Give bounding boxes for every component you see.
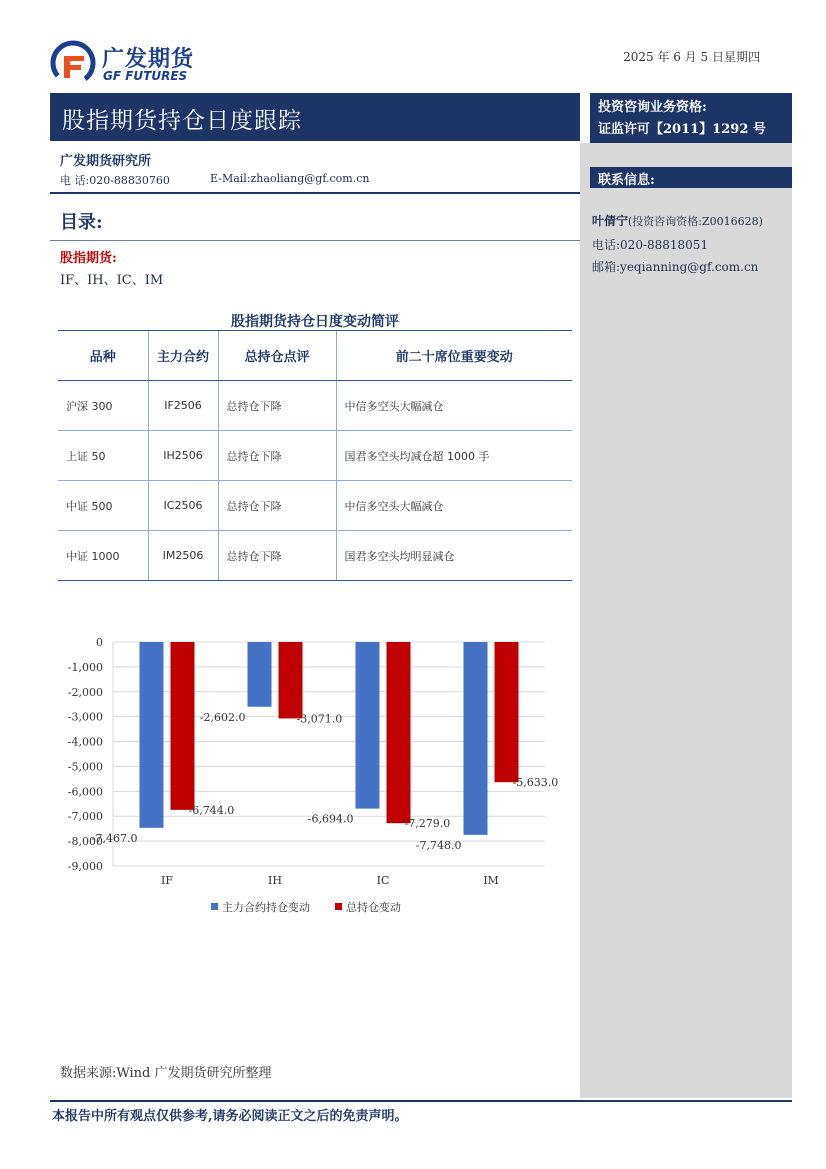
table-row bbox=[58, 531, 572, 581]
toc-title: 目录: bbox=[60, 212, 103, 233]
column-header-variety: 品种 bbox=[58, 331, 148, 381]
qualification-label: 投资咨询业务资格: bbox=[598, 100, 707, 115]
data-label: -7,748.0 bbox=[415, 838, 462, 852]
table-cell: 中证 1000 bbox=[58, 531, 148, 581]
data-label: -6,744.0 bbox=[188, 803, 235, 817]
bar-if-series-2 bbox=[171, 642, 195, 810]
y-tick-label: -3,000 bbox=[67, 710, 103, 724]
table-cell: 总持仓下降 bbox=[218, 431, 336, 481]
legend-label: 总持仓变动 bbox=[346, 901, 401, 914]
qualification-license: 证监许可【2011】1292 号 bbox=[598, 122, 766, 137]
divider bbox=[50, 1100, 792, 1102]
table-cell: IM2506 bbox=[148, 531, 218, 581]
column-header-contract: 主力合约 bbox=[148, 331, 218, 381]
table-cell: 总持仓下降 bbox=[218, 381, 336, 431]
data-label: -2,602.0 bbox=[199, 710, 246, 724]
y-tick-label: 0 bbox=[96, 636, 103, 649]
qualification-box bbox=[590, 93, 792, 143]
y-tick-label: -2,000 bbox=[67, 685, 103, 699]
data-label: -5,633.0 bbox=[512, 776, 559, 790]
gf-logo-icon bbox=[50, 40, 96, 86]
institute-email[interactable]: E-Mail:zhaoliang@gf.com.cn bbox=[210, 172, 370, 185]
x-tick-label: IH bbox=[268, 874, 282, 887]
analyst-name: 叶倩宁 bbox=[592, 214, 629, 228]
table-row bbox=[58, 431, 572, 481]
bar-if-series-1 bbox=[140, 642, 164, 828]
table-cell: 国君多空头均明显减仓 bbox=[336, 531, 572, 581]
contact-title: 联系信息: bbox=[598, 173, 655, 188]
positions-summary-table bbox=[58, 330, 572, 581]
bar-ic-series-1 bbox=[356, 642, 380, 809]
analyst-email[interactable]: 邮箱:yeqianning@gf.com.cn bbox=[592, 260, 759, 274]
x-tick-label: IC bbox=[376, 874, 390, 887]
y-tick-label: -9,000 bbox=[67, 860, 103, 873]
table-cell: IH2506 bbox=[148, 431, 218, 481]
column-header-top20-changes: 前二十席位重要变动 bbox=[336, 331, 572, 381]
position-change-chart bbox=[55, 628, 565, 930]
table-cell: 总持仓下降 bbox=[218, 531, 336, 581]
table-row bbox=[58, 481, 572, 531]
logo-english-name: GF FUTURES bbox=[103, 69, 188, 83]
divider bbox=[50, 192, 580, 194]
institute-phone: 电 话:020-88830760 bbox=[60, 174, 170, 187]
table-cell: 总持仓下降 bbox=[218, 481, 336, 531]
bar-im-series-1 bbox=[464, 642, 488, 835]
report-title: 股指期货持仓日度跟踪 bbox=[62, 108, 302, 134]
bar-chart-svg bbox=[55, 628, 565, 930]
table-row bbox=[58, 381, 572, 431]
sidebar-panel bbox=[580, 143, 792, 1098]
y-tick-label: -5,000 bbox=[67, 760, 103, 774]
bar-ih-series-1 bbox=[248, 642, 272, 707]
table-cell: 中证 500 bbox=[58, 481, 148, 531]
contact-header bbox=[590, 167, 792, 188]
section-title: 股指期货: bbox=[60, 251, 117, 266]
x-tick-label: IF bbox=[161, 874, 173, 887]
column-header-total-position: 总持仓点评 bbox=[218, 331, 336, 381]
title-banner bbox=[50, 93, 580, 141]
table-cell: 国君多空头均减仓超 1000 手 bbox=[336, 431, 572, 481]
table-cell: 沪深 300 bbox=[58, 381, 148, 431]
data-label: -7,279.0 bbox=[404, 817, 451, 831]
y-tick-label: -8,000 bbox=[67, 835, 103, 849]
table-header-row bbox=[58, 331, 572, 381]
bar-im-series-2 bbox=[495, 642, 519, 782]
bar-ic-series-2 bbox=[387, 642, 411, 823]
report-date: 2025 年 6 月 5 日星期四 bbox=[623, 50, 760, 64]
legend-label: 主力合约持仓变动 bbox=[222, 901, 310, 914]
logo-chinese-name: 广发期货 bbox=[102, 47, 195, 72]
data-label: -3,071.0 bbox=[296, 712, 343, 726]
bar-ih-series-2 bbox=[279, 642, 303, 718]
table-cell: IF2506 bbox=[148, 381, 218, 431]
table-cell: IC2506 bbox=[148, 481, 218, 531]
divider bbox=[50, 240, 580, 241]
x-tick-label: IM bbox=[483, 874, 499, 887]
analyst-phone: 电话:020-88818051 bbox=[592, 238, 709, 252]
table-cell: 上证 50 bbox=[58, 431, 148, 481]
legend-swatch bbox=[335, 903, 342, 910]
y-tick-label: -7,000 bbox=[67, 810, 103, 824]
table-cell: 中信多空头大幅减仓 bbox=[336, 381, 572, 431]
disclaimer: 本报告中所有观点仅供参考,请务必阅读正文之后的免责声明。 bbox=[52, 1109, 408, 1124]
table-title: 股指期货持仓日度变动简评 bbox=[231, 314, 399, 330]
y-tick-label: -4,000 bbox=[67, 735, 103, 749]
table-cell: 中信多空头大幅减仓 bbox=[336, 481, 572, 531]
analyst-qualification: (投资咨询资格:Z0016628) bbox=[628, 215, 763, 228]
y-tick-label: -6,000 bbox=[67, 785, 103, 799]
institute-name: 广发期货研究所 bbox=[60, 154, 152, 169]
data-label: -6,694.0 bbox=[307, 812, 354, 826]
data-source: 数据来源:Wind 广发期货研究所整理 bbox=[60, 1066, 272, 1081]
analyst-info bbox=[592, 212, 763, 229]
legend-swatch bbox=[211, 903, 218, 910]
gf-futures-logo bbox=[50, 40, 220, 86]
data-label: -7,467.0 bbox=[91, 831, 138, 845]
section-items: IF、IH、IC、IM bbox=[60, 273, 164, 288]
y-tick-label: -1,000 bbox=[67, 660, 103, 674]
